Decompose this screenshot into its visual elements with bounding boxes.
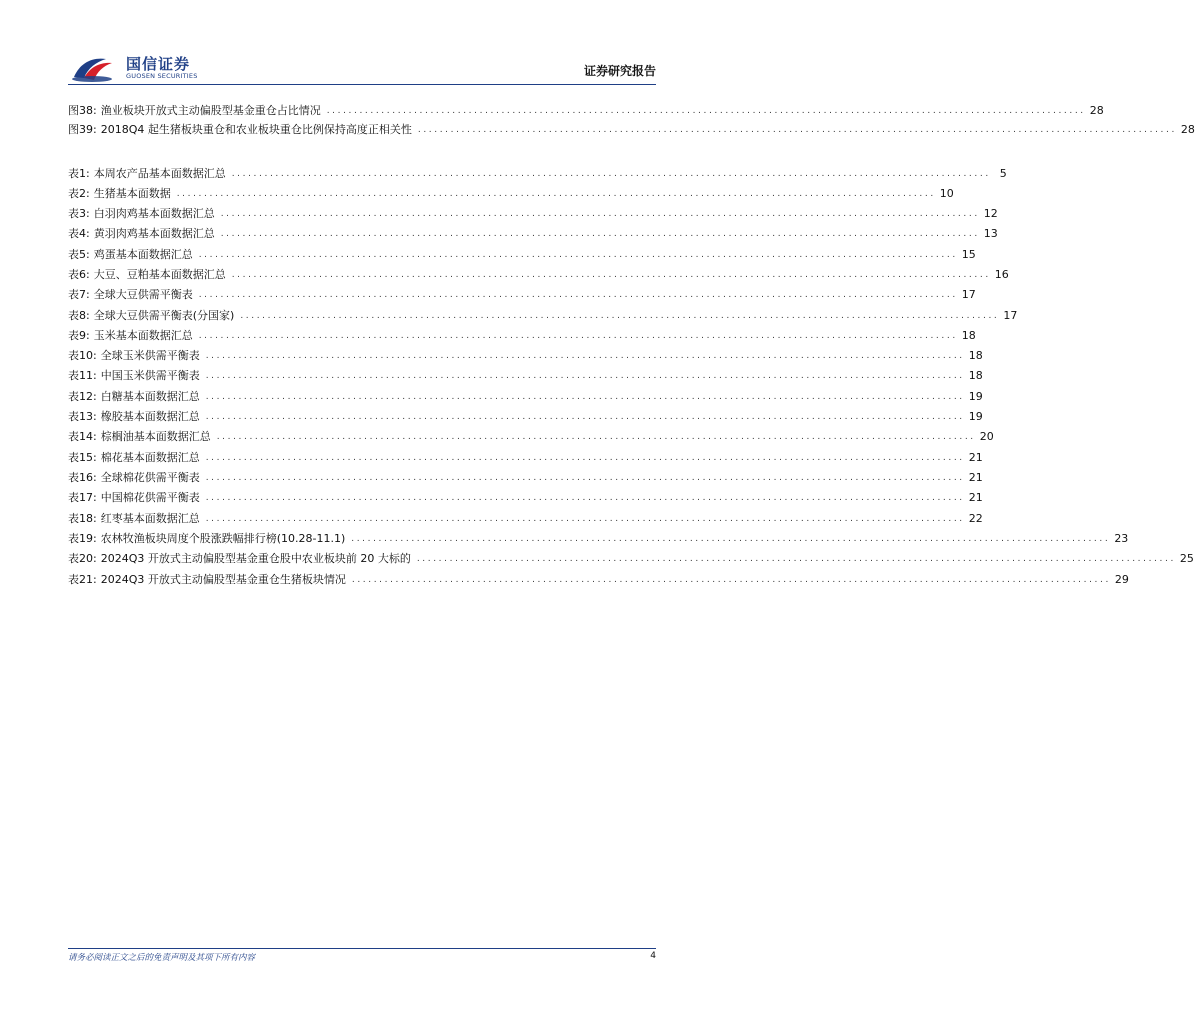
toc-entry[interactable] bbox=[68, 185, 954, 203]
toc-entry-title: 本周农产品基本面数据汇总 bbox=[93, 167, 226, 180]
toc-entry[interactable] bbox=[68, 449, 983, 467]
toc-leader-dots: ........................................................................................................................................... bbox=[205, 351, 965, 361]
toc-entry[interactable] bbox=[68, 165, 1007, 183]
toc-entry-title: 白糖基本面数据汇总 bbox=[100, 390, 200, 403]
toc-entry-title: 红枣基本面数据汇总 bbox=[100, 512, 200, 525]
toc-entry[interactable] bbox=[68, 225, 998, 243]
toc-leader-dots: ........................................................................................................................................... bbox=[231, 169, 991, 179]
header-divider bbox=[68, 84, 656, 85]
toc-entry-title: 全球棉花供需平衡表 bbox=[100, 471, 200, 484]
toc-entry-title: 2018Q4 起生猪板块重仓和农业板块重仓比例保持高度正相关性 bbox=[100, 123, 412, 136]
toc-entry[interactable] bbox=[68, 530, 1129, 548]
toc-entry-page: 18 bbox=[968, 369, 983, 382]
toc-leader-dots: ........................................................................................................................................... bbox=[220, 229, 980, 239]
toc-entry-label: 表2: bbox=[68, 187, 90, 200]
toc-entry-title: 2024Q3 开放式主动偏股型基金重仓股中农业板块前 20 大标的 bbox=[100, 552, 411, 565]
toc-entry-page: 25 bbox=[1179, 552, 1194, 565]
toc-entry[interactable] bbox=[68, 266, 1009, 284]
brand-name-cn: 国信证券 bbox=[126, 55, 191, 73]
toc-entry[interactable] bbox=[68, 408, 983, 426]
toc-entry-page: 23 bbox=[1114, 532, 1129, 545]
toc-entry[interactable] bbox=[68, 571, 1129, 589]
toc-entry-title: 鸡蛋基本面数据汇总 bbox=[93, 248, 193, 261]
toc-entry-page: 18 bbox=[961, 329, 976, 342]
toc-leader-dots: ........................................................................................................................................... bbox=[205, 514, 965, 524]
toc-entry-title: 大豆、豆粕基本面数据汇总 bbox=[93, 268, 226, 281]
toc-entry-label: 表8: bbox=[68, 309, 90, 322]
toc-entry[interactable] bbox=[68, 307, 1018, 325]
toc-entry-title: 棕榈油基本面数据汇总 bbox=[100, 430, 211, 443]
toc-leader-dots: ........................................................................................................................................... bbox=[417, 125, 1177, 135]
toc-leader-dots: ........................................................................................................................................... bbox=[205, 493, 965, 503]
toc-entry-label: 图39: bbox=[68, 123, 97, 136]
toc-entry-page: 12 bbox=[983, 207, 998, 220]
toc-entry-label: 表20: bbox=[68, 552, 97, 565]
toc-entry-page: 28 bbox=[1180, 123, 1195, 136]
toc-entry-label: 表6: bbox=[68, 268, 90, 281]
toc-entry-page: 18 bbox=[968, 349, 983, 362]
toc-entry-label: 表19: bbox=[68, 532, 97, 545]
toc-entry-title: 全球大豆供需平衡表 bbox=[93, 288, 193, 301]
toc-leader-dots: ........................................................................................................................................... bbox=[416, 554, 1176, 564]
toc-entry-page: 13 bbox=[983, 227, 998, 240]
toc-entry-label: 表3: bbox=[68, 207, 90, 220]
toc-entry-title: 白羽肉鸡基本面数据汇总 bbox=[93, 207, 215, 220]
toc-entry[interactable] bbox=[68, 121, 1195, 139]
page-number: 4 bbox=[650, 951, 656, 961]
toc-entry-label: 表13: bbox=[68, 410, 97, 423]
toc-entry[interactable] bbox=[68, 102, 1104, 120]
toc-leader-dots: ........................................................................................................................................... bbox=[198, 250, 958, 260]
toc-leader-dots: ........................................................................................................................................... bbox=[205, 453, 965, 463]
toc-entry-page: 20 bbox=[979, 430, 994, 443]
toc-entry-label: 表21: bbox=[68, 573, 97, 586]
guosen-logo-icon bbox=[70, 53, 114, 83]
toc-entry[interactable] bbox=[68, 347, 983, 365]
toc-entry-page: 17 bbox=[961, 288, 976, 301]
toc-entry-label: 表11: bbox=[68, 369, 97, 382]
toc-entry-title: 黄羽肉鸡基本面数据汇总 bbox=[93, 227, 215, 240]
toc-entry-page: 17 bbox=[1003, 309, 1018, 322]
brand-name-en: GUOSEN SECURITIES bbox=[126, 72, 198, 80]
toc-leader-dots: ........................................................................................................................................... bbox=[351, 575, 1111, 585]
toc-entry-page: 15 bbox=[961, 248, 976, 261]
document-type: 证券研究报告 bbox=[583, 64, 656, 78]
toc-entry-page: 10 bbox=[939, 187, 954, 200]
toc-entry[interactable] bbox=[68, 550, 1194, 568]
toc-entry[interactable] bbox=[68, 489, 983, 507]
toc-entry-title: 橡胶基本面数据汇总 bbox=[100, 410, 200, 423]
toc-entry-title: 玉米基本面数据汇总 bbox=[93, 329, 193, 342]
toc-entry-label: 表18: bbox=[68, 512, 97, 525]
toc-entry-label: 表14: bbox=[68, 430, 97, 443]
toc-entry-label: 表9: bbox=[68, 329, 90, 342]
toc-entry-page: 5 bbox=[999, 167, 1007, 180]
toc-leader-dots: ........................................................................................................................................... bbox=[216, 432, 976, 442]
toc-entry-page: 21 bbox=[968, 451, 983, 464]
toc-entry-label: 表7: bbox=[68, 288, 90, 301]
toc-entry-label: 表4: bbox=[68, 227, 90, 240]
toc-entry-page: 28 bbox=[1089, 104, 1104, 117]
toc-entry-title: 棉花基本面数据汇总 bbox=[100, 451, 200, 464]
toc-entry[interactable] bbox=[68, 327, 976, 345]
toc-entry-title: 2024Q3 开放式主动偏股型基金重仓生猪板块情况 bbox=[100, 573, 346, 586]
toc-entry-page: 19 bbox=[968, 390, 983, 403]
toc-entry[interactable] bbox=[68, 428, 994, 446]
toc-entry-title: 生猪基本面数据 bbox=[93, 187, 171, 200]
disclaimer-note: 请务必阅读正文之后的免责声明及其项下所有内容 bbox=[68, 953, 256, 963]
toc-entry-label: 表15: bbox=[68, 451, 97, 464]
toc-entry-page: 19 bbox=[968, 410, 983, 423]
footer-divider bbox=[68, 948, 656, 949]
toc-entry-title: 全球玉米供需平衡表 bbox=[100, 349, 200, 362]
toc-entry-title: 农林牧渔板块周度个股涨跌幅排行榜(10.28-11.1) bbox=[100, 532, 346, 545]
toc-entry[interactable] bbox=[68, 286, 976, 304]
toc-entry-label: 表10: bbox=[68, 349, 97, 362]
toc-entry[interactable] bbox=[68, 205, 998, 223]
toc-entry-page: 21 bbox=[968, 471, 983, 484]
toc-leader-dots: ........................................................................................................................................... bbox=[220, 209, 980, 219]
toc-leader-dots: ........................................................................................................................................... bbox=[198, 290, 958, 300]
toc-leader-dots: ........................................................................................................................................... bbox=[205, 371, 965, 381]
toc-entry[interactable] bbox=[68, 469, 983, 487]
toc-entry[interactable] bbox=[68, 510, 983, 528]
toc-entry-page: 22 bbox=[968, 512, 983, 525]
toc-entry-label: 表5: bbox=[68, 248, 90, 261]
toc-entry-label: 图38: bbox=[68, 104, 97, 117]
toc-leader-dots: ........................................................................................................................................... bbox=[351, 534, 1111, 544]
toc-entry-title: 全球大豆供需平衡表(分国家) bbox=[93, 309, 235, 322]
toc-entry-title: 中国棉花供需平衡表 bbox=[100, 491, 200, 504]
toc-entry-page: 21 bbox=[968, 491, 983, 504]
toc-entry-page: 16 bbox=[994, 268, 1009, 281]
toc-entry-page: 29 bbox=[1114, 573, 1129, 586]
toc-entry-title: 渔业板块开放式主动偏股型基金重仓占比情况 bbox=[100, 104, 321, 117]
toc-leader-dots: ........................................................................................................................................... bbox=[205, 412, 965, 422]
page-header bbox=[68, 50, 656, 84]
toc-entry-title: 中国玉米供需平衡表 bbox=[100, 369, 200, 382]
toc-leader-dots: ........................................................................................................................................... bbox=[176, 189, 936, 199]
toc-leader-dots: ........................................................................................................................................... bbox=[205, 473, 965, 483]
toc-leader-dots: ........................................................................................................................................... bbox=[198, 331, 958, 341]
toc-leader-dots: ........................................................................................................................................... bbox=[326, 106, 1086, 116]
toc-entry-label: 表12: bbox=[68, 390, 97, 403]
toc-entry-label: 表16: bbox=[68, 471, 97, 484]
toc-entry-label: 表1: bbox=[68, 167, 90, 180]
toc-entry[interactable] bbox=[68, 246, 976, 264]
toc-leader-dots: ........................................................................................................................................... bbox=[240, 311, 1000, 321]
toc-leader-dots: ........................................................................................................................................... bbox=[231, 270, 991, 280]
toc-entry[interactable] bbox=[68, 367, 983, 385]
toc-leader-dots: ........................................................................................................................................... bbox=[205, 392, 965, 402]
toc-entry-label: 表17: bbox=[68, 491, 97, 504]
toc-entry[interactable] bbox=[68, 388, 983, 406]
guosen-logo bbox=[68, 50, 218, 84]
